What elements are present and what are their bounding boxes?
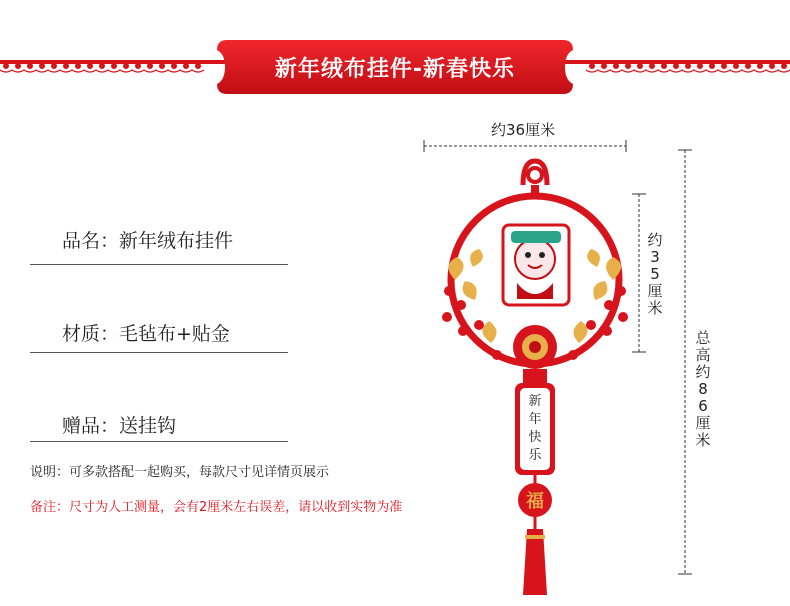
width-dimension-label: 约36厘米	[491, 121, 556, 139]
divider	[30, 264, 288, 265]
remark-note: 备注：尺寸为人工测量，会有2厘米左右误差，请以收到实物为准	[30, 500, 403, 515]
ring-height-dimension-label: 约35厘米	[647, 231, 663, 317]
divider	[30, 352, 288, 353]
total-height-dimension-label: 总高约86厘米	[695, 329, 711, 449]
plaque-char: 快	[528, 430, 542, 445]
description-note: 说明：可多款搭配一起购买，每款尺寸见详情页展示	[30, 465, 330, 480]
plaque-char: 新	[528, 394, 542, 409]
spec-material: 材质：毛毡布+贴金	[62, 323, 230, 345]
total-height-dimension-line	[678, 148, 692, 576]
spec-gift: 赠品：送挂钩	[62, 415, 177, 437]
width-dimension-line	[420, 140, 630, 152]
banner-title: 新年绒布挂件-新春快乐	[274, 56, 516, 82]
product-ornament-illustration	[435, 155, 635, 600]
plaque-char: 乐	[528, 448, 542, 463]
spec-product-name: 品名：新年绒布挂件	[62, 230, 234, 252]
divider	[30, 441, 288, 442]
plaque-char: 年	[528, 412, 542, 427]
fu-character: 福	[526, 491, 544, 512]
